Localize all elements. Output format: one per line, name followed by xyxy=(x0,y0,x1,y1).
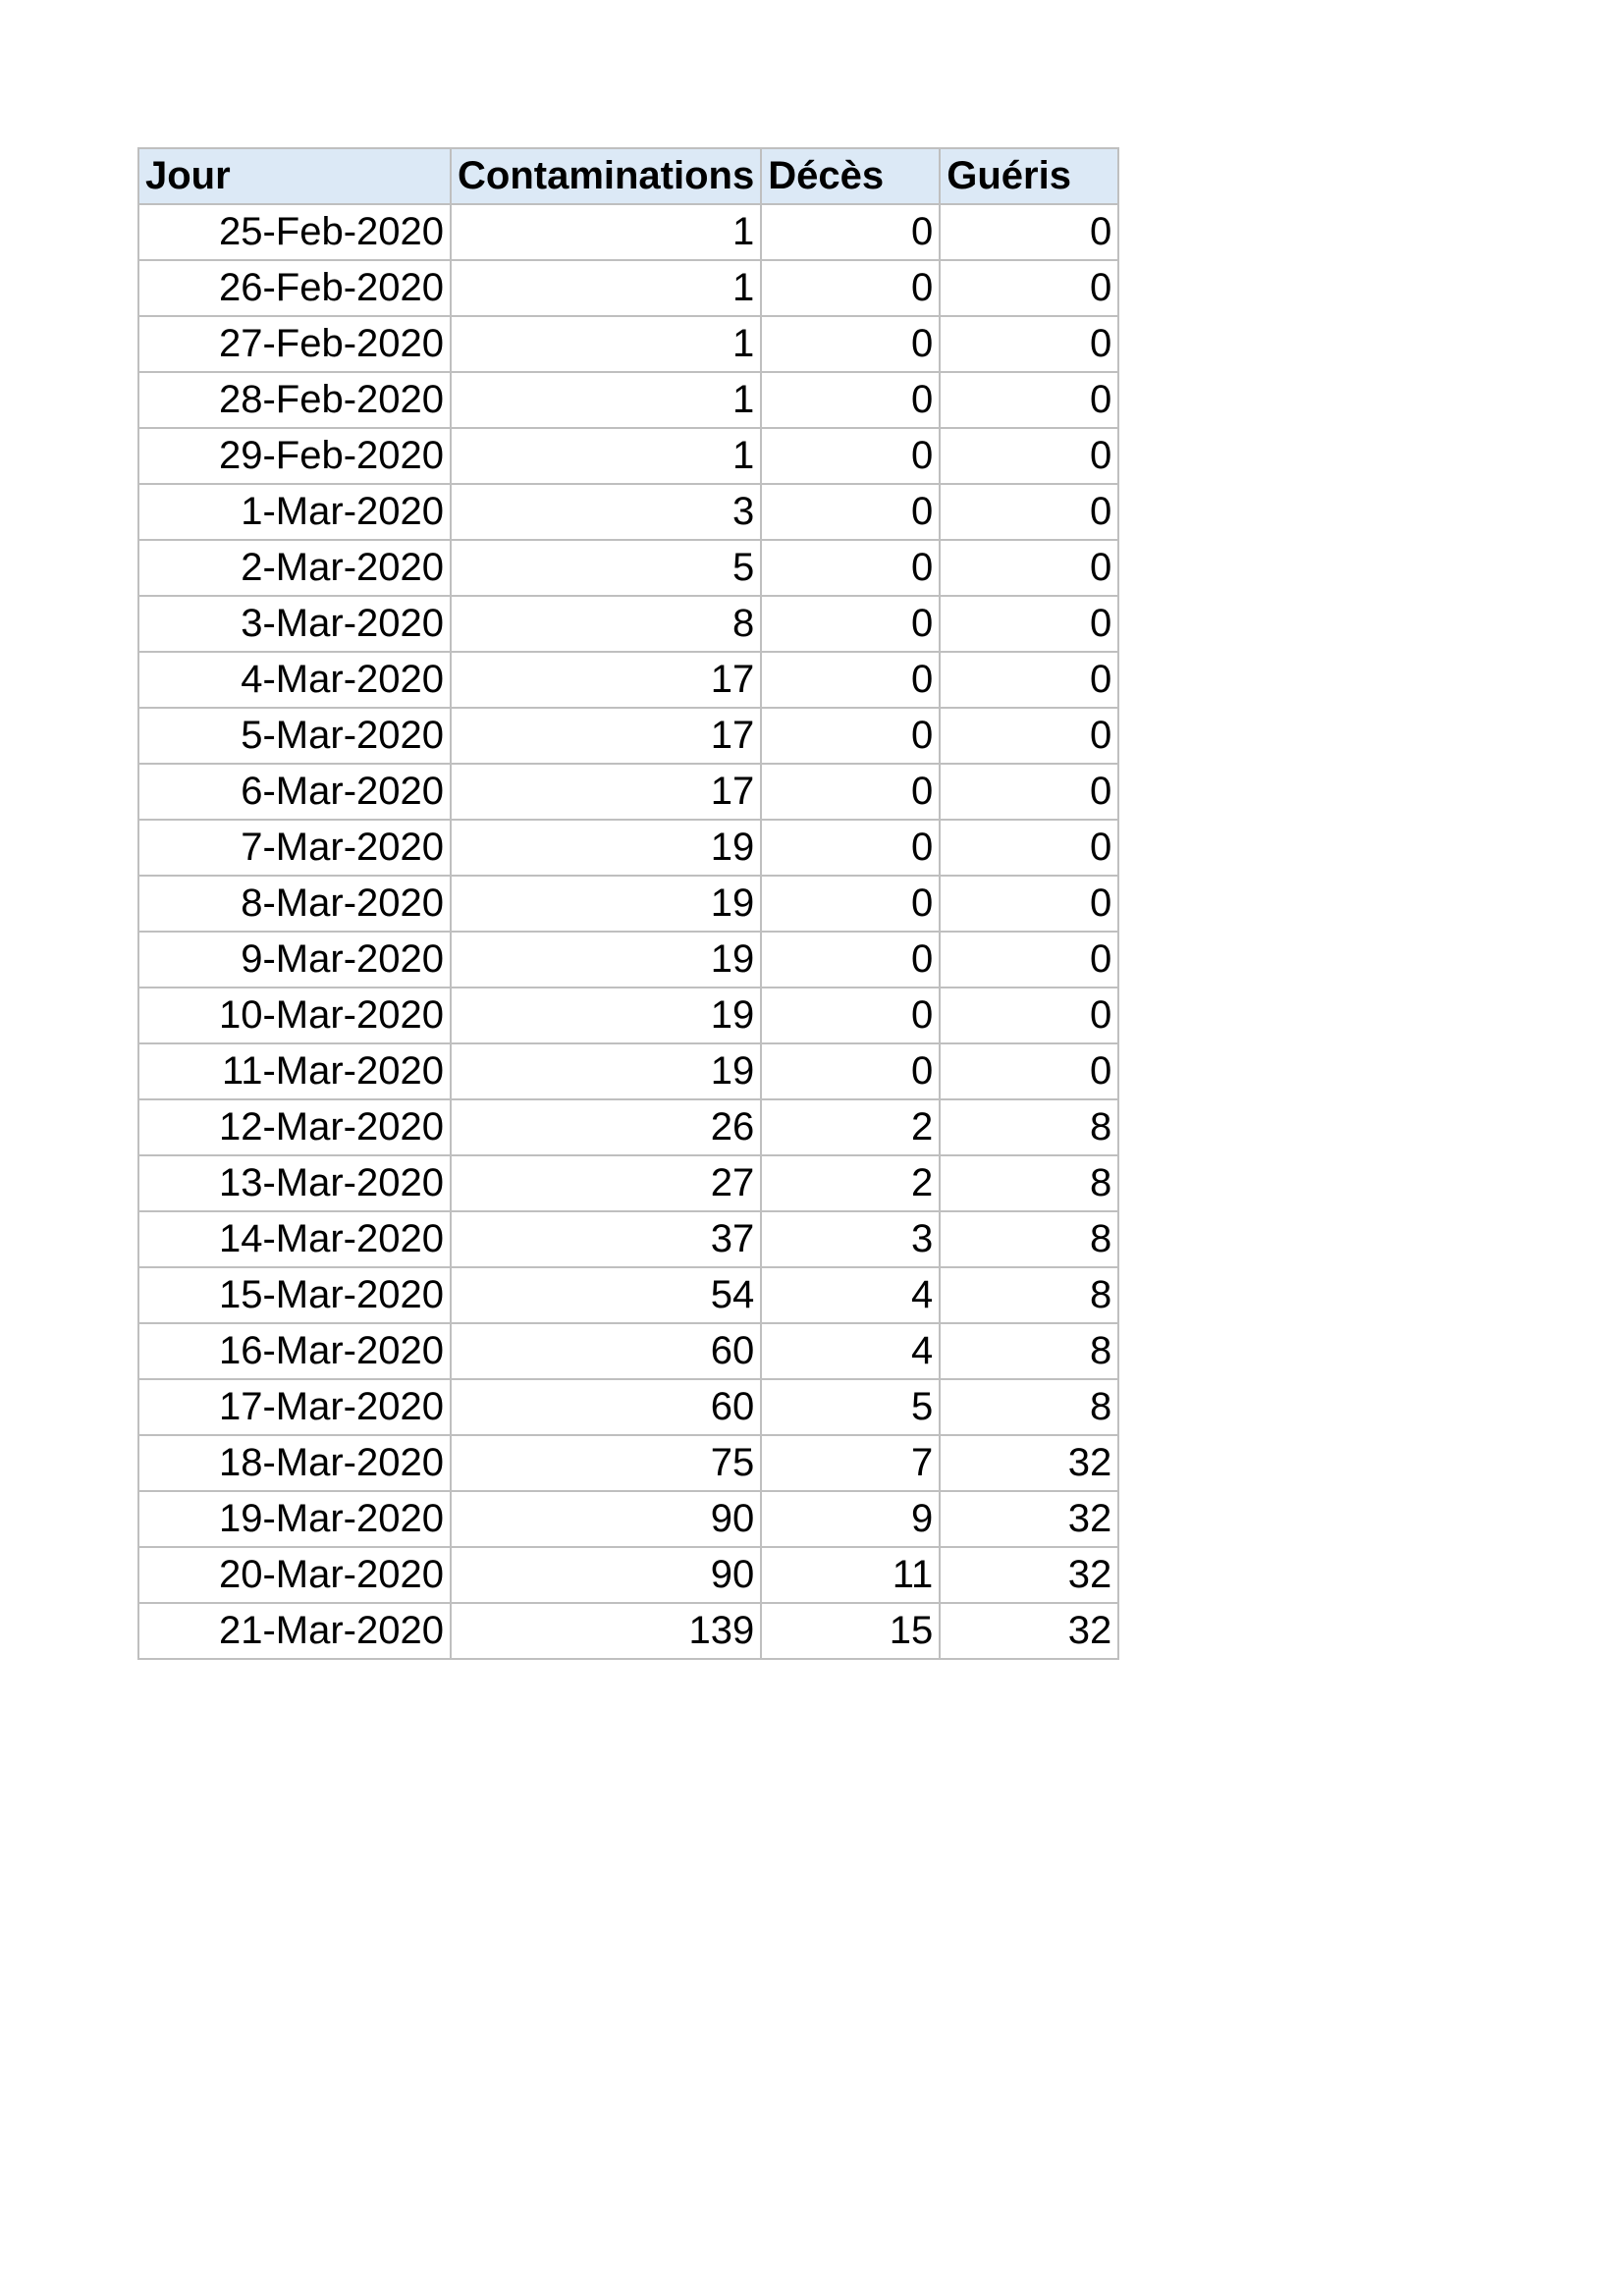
cell-gueris: 32 xyxy=(940,1603,1118,1659)
cell-gueris: 8 xyxy=(940,1267,1118,1323)
cell-jour: 21-Mar-2020 xyxy=(138,1603,451,1659)
cell-jour: 10-Mar-2020 xyxy=(138,988,451,1043)
cell-jour: 11-Mar-2020 xyxy=(138,1043,451,1099)
cell-jour: 20-Mar-2020 xyxy=(138,1547,451,1603)
cell-deces: 11 xyxy=(761,1547,940,1603)
cell-gueris: 0 xyxy=(940,708,1118,764)
cell-contaminations: 1 xyxy=(451,428,761,484)
cell-gueris: 0 xyxy=(940,764,1118,820)
cell-contaminations: 60 xyxy=(451,1379,761,1435)
cell-deces: 0 xyxy=(761,988,940,1043)
table-row xyxy=(138,596,1118,652)
cell-jour: 18-Mar-2020 xyxy=(138,1435,451,1491)
cell-gueris: 8 xyxy=(940,1155,1118,1211)
table-row xyxy=(138,1379,1118,1435)
cell-gueris: 0 xyxy=(940,260,1118,316)
header-contaminations: Contaminations xyxy=(451,148,761,204)
cell-contaminations: 1 xyxy=(451,260,761,316)
cell-deces: 0 xyxy=(761,708,940,764)
cell-jour: 9-Mar-2020 xyxy=(138,932,451,988)
cell-deces: 0 xyxy=(761,372,940,428)
cell-jour: 3-Mar-2020 xyxy=(138,596,451,652)
cell-gueris: 0 xyxy=(940,596,1118,652)
table-row xyxy=(138,1099,1118,1155)
cell-deces: 0 xyxy=(761,540,940,596)
cell-contaminations: 19 xyxy=(451,1043,761,1099)
cell-jour: 4-Mar-2020 xyxy=(138,652,451,708)
table-row xyxy=(138,540,1118,596)
cell-contaminations: 139 xyxy=(451,1603,761,1659)
cell-contaminations: 19 xyxy=(451,820,761,876)
cell-deces: 0 xyxy=(761,428,940,484)
cell-contaminations: 60 xyxy=(451,1323,761,1379)
cell-gueris: 0 xyxy=(940,876,1118,932)
cell-contaminations: 27 xyxy=(451,1155,761,1211)
cell-contaminations: 1 xyxy=(451,204,761,260)
cell-deces: 7 xyxy=(761,1435,940,1491)
cell-jour: 25-Feb-2020 xyxy=(138,204,451,260)
cell-gueris: 0 xyxy=(940,652,1118,708)
cell-contaminations: 75 xyxy=(451,1435,761,1491)
table-row xyxy=(138,1267,1118,1323)
cell-gueris: 0 xyxy=(940,820,1118,876)
cell-contaminations: 54 xyxy=(451,1267,761,1323)
cell-jour: 19-Mar-2020 xyxy=(138,1491,451,1547)
cell-contaminations: 19 xyxy=(451,932,761,988)
table-row xyxy=(138,1043,1118,1099)
cell-gueris: 8 xyxy=(940,1099,1118,1155)
cell-deces: 0 xyxy=(761,316,940,372)
table-row xyxy=(138,1435,1118,1491)
cell-deces: 0 xyxy=(761,204,940,260)
cell-jour: 13-Mar-2020 xyxy=(138,1155,451,1211)
table-row xyxy=(138,1547,1118,1603)
cell-contaminations: 37 xyxy=(451,1211,761,1267)
table-row xyxy=(138,652,1118,708)
cell-jour: 5-Mar-2020 xyxy=(138,708,451,764)
cell-contaminations: 1 xyxy=(451,372,761,428)
cell-deces: 5 xyxy=(761,1379,940,1435)
cell-jour: 12-Mar-2020 xyxy=(138,1099,451,1155)
cell-gueris: 8 xyxy=(940,1211,1118,1267)
cell-jour: 14-Mar-2020 xyxy=(138,1211,451,1267)
cell-deces: 15 xyxy=(761,1603,940,1659)
cell-jour: 8-Mar-2020 xyxy=(138,876,451,932)
cell-deces: 3 xyxy=(761,1211,940,1267)
cell-jour: 27-Feb-2020 xyxy=(138,316,451,372)
table-row xyxy=(138,764,1118,820)
cell-gueris: 8 xyxy=(940,1323,1118,1379)
cell-deces: 0 xyxy=(761,820,940,876)
table-body xyxy=(138,204,1118,1659)
cell-gueris: 8 xyxy=(940,1379,1118,1435)
cell-contaminations: 19 xyxy=(451,876,761,932)
cell-gueris: 32 xyxy=(940,1491,1118,1547)
cell-jour: 28-Feb-2020 xyxy=(138,372,451,428)
table-row xyxy=(138,260,1118,316)
cell-gueris: 0 xyxy=(940,204,1118,260)
cell-gueris: 0 xyxy=(940,316,1118,372)
cell-contaminations: 1 xyxy=(451,316,761,372)
cell-jour: 26-Feb-2020 xyxy=(138,260,451,316)
table-row xyxy=(138,988,1118,1043)
cell-contaminations: 26 xyxy=(451,1099,761,1155)
cell-jour: 16-Mar-2020 xyxy=(138,1323,451,1379)
cell-gueris: 0 xyxy=(940,484,1118,540)
table-row xyxy=(138,876,1118,932)
header-gueris: Guéris xyxy=(940,148,1118,204)
cell-deces: 9 xyxy=(761,1491,940,1547)
data-table xyxy=(137,147,1119,1660)
cell-deces: 0 xyxy=(761,484,940,540)
cell-contaminations: 17 xyxy=(451,764,761,820)
cell-contaminations: 19 xyxy=(451,988,761,1043)
cell-deces: 0 xyxy=(761,596,940,652)
cell-deces: 2 xyxy=(761,1155,940,1211)
cell-deces: 0 xyxy=(761,764,940,820)
header-jour: Jour xyxy=(138,148,451,204)
cell-deces: 0 xyxy=(761,652,940,708)
cell-gueris: 0 xyxy=(940,932,1118,988)
cell-contaminations: 90 xyxy=(451,1491,761,1547)
cell-contaminations: 90 xyxy=(451,1547,761,1603)
cell-gueris: 0 xyxy=(940,372,1118,428)
table-row xyxy=(138,1603,1118,1659)
table-row xyxy=(138,372,1118,428)
table-row xyxy=(138,1155,1118,1211)
cell-jour: 15-Mar-2020 xyxy=(138,1267,451,1323)
cell-deces: 0 xyxy=(761,1043,940,1099)
table-row xyxy=(138,820,1118,876)
cell-deces: 4 xyxy=(761,1267,940,1323)
cell-gueris: 32 xyxy=(940,1435,1118,1491)
cell-contaminations: 17 xyxy=(451,708,761,764)
table-row xyxy=(138,484,1118,540)
cell-gueris: 0 xyxy=(940,428,1118,484)
cell-gueris: 32 xyxy=(940,1547,1118,1603)
cell-gueris: 0 xyxy=(940,1043,1118,1099)
table-row xyxy=(138,1323,1118,1379)
cell-jour: 6-Mar-2020 xyxy=(138,764,451,820)
cell-contaminations: 8 xyxy=(451,596,761,652)
table-row xyxy=(138,204,1118,260)
cell-jour: 7-Mar-2020 xyxy=(138,820,451,876)
table-row xyxy=(138,1211,1118,1267)
header-row xyxy=(138,148,1118,204)
cell-deces: 2 xyxy=(761,1099,940,1155)
cell-deces: 4 xyxy=(761,1323,940,1379)
cell-jour: 17-Mar-2020 xyxy=(138,1379,451,1435)
cell-deces: 0 xyxy=(761,260,940,316)
header-deces: Décès xyxy=(761,148,940,204)
cell-contaminations: 3 xyxy=(451,484,761,540)
cell-deces: 0 xyxy=(761,932,940,988)
cell-contaminations: 5 xyxy=(451,540,761,596)
table-row xyxy=(138,1491,1118,1547)
cell-jour: 29-Feb-2020 xyxy=(138,428,451,484)
cell-deces: 0 xyxy=(761,876,940,932)
cell-jour: 2-Mar-2020 xyxy=(138,540,451,596)
cell-gueris: 0 xyxy=(940,540,1118,596)
table-row xyxy=(138,428,1118,484)
cell-contaminations: 17 xyxy=(451,652,761,708)
cell-gueris: 0 xyxy=(940,988,1118,1043)
table-row xyxy=(138,932,1118,988)
table-row xyxy=(138,316,1118,372)
table-row xyxy=(138,708,1118,764)
cell-jour: 1-Mar-2020 xyxy=(138,484,451,540)
